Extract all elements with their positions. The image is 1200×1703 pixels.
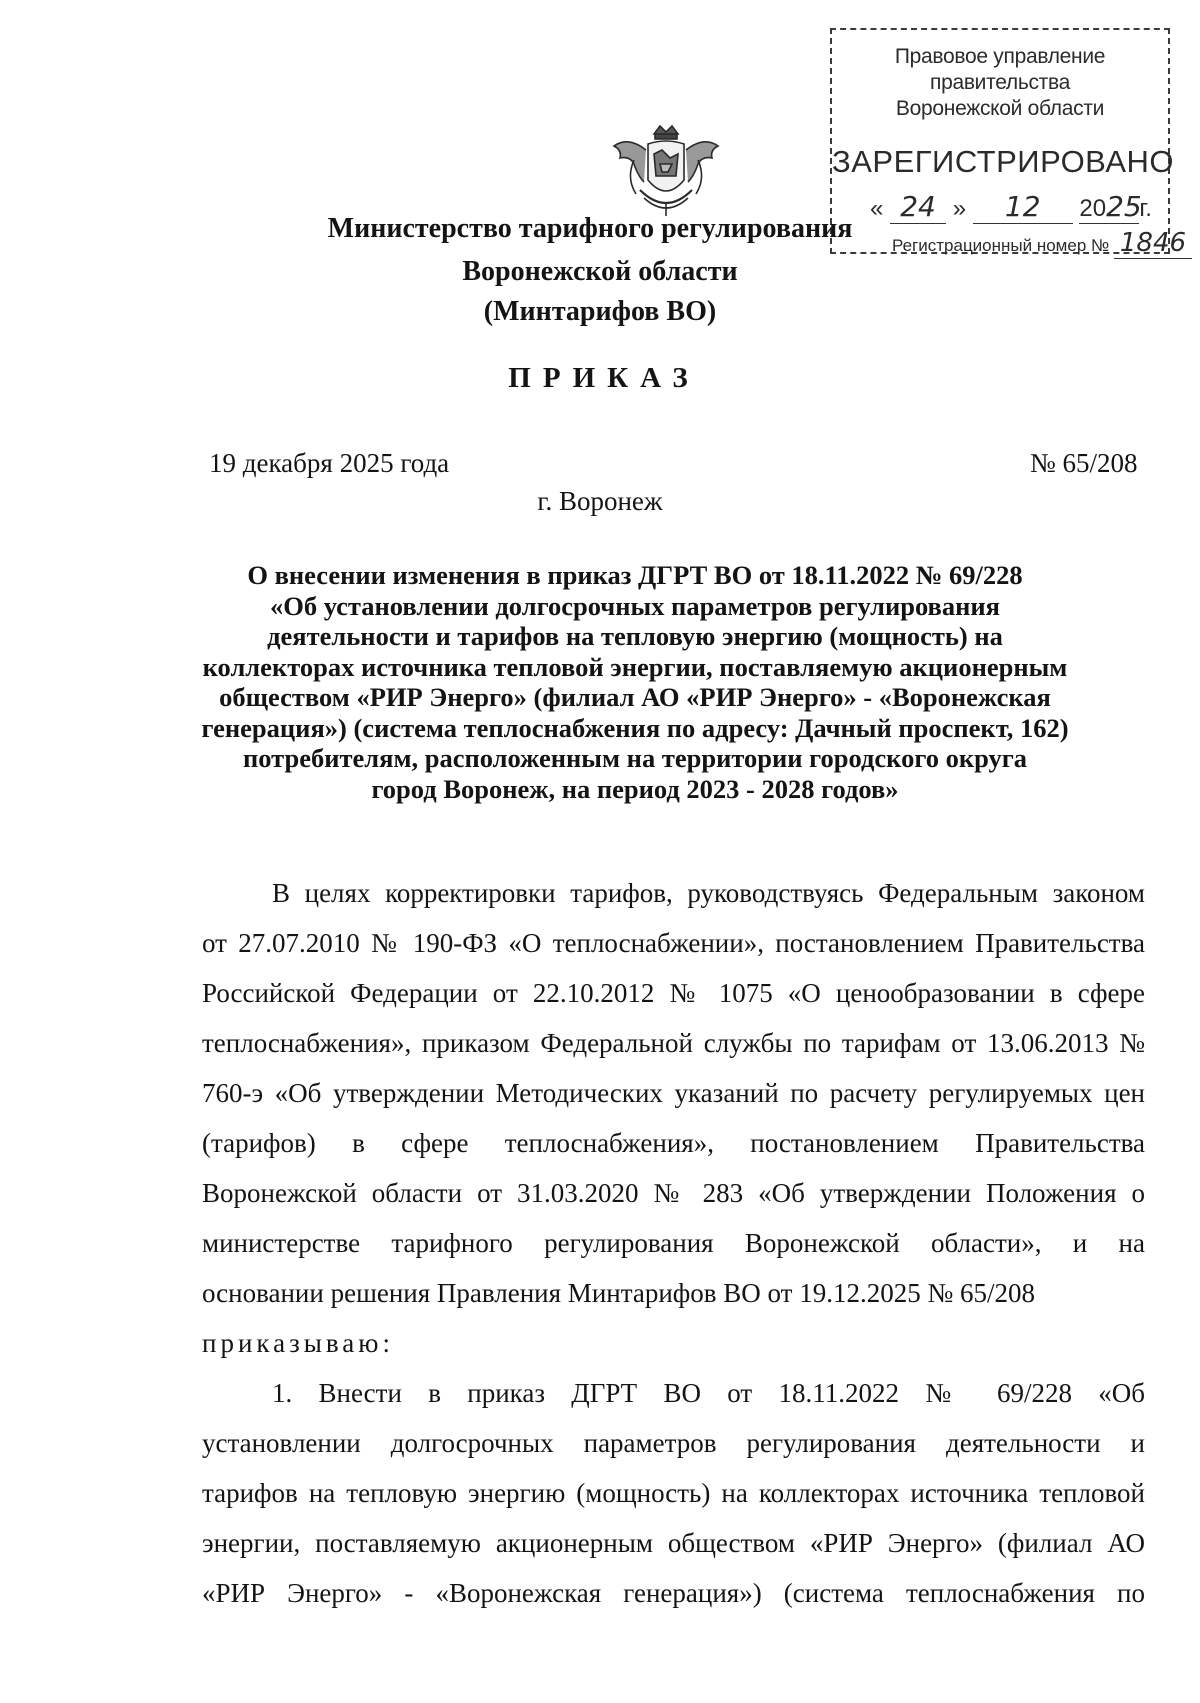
stamp-date-month: 12 bbox=[973, 190, 1073, 224]
stamp-date-open-quote: « bbox=[870, 195, 884, 222]
document-date: 19 декабря 2025 года bbox=[209, 448, 450, 478]
body-line: 760-э «Об утверждении Методических указаний по расчету регулируемых цен bbox=[202, 1078, 1145, 1108]
stamp-year-suffix: г. bbox=[1139, 195, 1152, 222]
title-line: О внесении изменения в приказ ДГРТ ВО от 18.11.2022 № 69/228 bbox=[247, 560, 1023, 590]
body-line: от 27.07.2010 № 190-ФЗ «О теплоснабжении», постановлением Правительства bbox=[202, 928, 1145, 958]
body-line: энергии, поставляемую акционерным обществом «РИР Энерго» (филиал АО bbox=[202, 1528, 1145, 1558]
stamp-org-line-1: Правовое управление правительства bbox=[894, 45, 1106, 94]
stamp-year-prefix: 20 bbox=[1079, 195, 1107, 222]
ministry-abbreviation: (Минтарифов ВО) bbox=[483, 296, 717, 327]
order-word: приказываю: bbox=[202, 1328, 394, 1358]
title-line: город Воронеж, на период 2023 - 2028 годов» bbox=[371, 773, 899, 804]
document-city: г. Воронеж bbox=[537, 486, 663, 516]
body-line: В целях корректировки тарифов, руководствуясь Федеральным законом bbox=[272, 878, 1145, 908]
title-line: коллекторах источника тепловой энергии, поставляемую акционерным bbox=[202, 651, 1068, 682]
title-line: «Об установлении долгосрочных параметров регулирования bbox=[270, 590, 1000, 621]
body-line: «РИР Энерго» - «Воронежская генерация») (система теплоснабжения по bbox=[202, 1578, 1145, 1608]
body-line: Российской Федерации от 22.10.2012 № 1075 «О ценообразовании в сфере bbox=[202, 978, 1145, 1008]
title-line: потребителям, расположенным на территории городского округа bbox=[242, 743, 1028, 773]
body-line: Воронежской области от 31.03.2020 № 283 «Об утверждении Положения о bbox=[202, 1178, 1145, 1208]
body-line: основании решения Правления Минтарифов ВО от 19.12.2025 № 65/208 bbox=[202, 1278, 1035, 1308]
order-item-1 bbox=[202, 1368, 1145, 1618]
stamp-reg-number-value: 1846 bbox=[1114, 228, 1192, 259]
stamp-year-handwritten: 25 bbox=[1106, 190, 1142, 223]
title-line: обществом «РИР Энерго» (филиал АО «РИР Энерго» - «Воронежская bbox=[219, 682, 1051, 712]
body-line: (тарифов) в сфере теплоснабжения», постановлением Правительства bbox=[202, 1128, 1145, 1158]
document-title bbox=[190, 560, 1080, 804]
stamp-reg-label: Регистрационный номер № bbox=[892, 236, 1110, 255]
title-line: генерация») (система теплоснабжения по адресу: Дачный проспект, 162) bbox=[201, 712, 1069, 743]
stamp-registered: ЗАРЕГИСТРИРОВАНО bbox=[832, 144, 1175, 179]
document-number: № 65/208 bbox=[1030, 448, 1138, 478]
body-line: министерстве тарифного регулирования Воронежской области», и на bbox=[202, 1228, 1145, 1258]
ministry-name-line-1: Министерство тарифного регулирования bbox=[327, 213, 853, 244]
coat-of-arms-emblem bbox=[604, 120, 728, 220]
body-line: установлении долгосрочных параметров регулирования деятельности и bbox=[202, 1428, 1145, 1458]
preamble-paragraph bbox=[202, 868, 1145, 1368]
title-line: деятельности и тарифов на тепловую энергию (мощность) на bbox=[267, 621, 1003, 651]
stamp-org-line-2: Воронежской области bbox=[895, 97, 1105, 120]
stamp-date-close-quote: » bbox=[952, 195, 967, 222]
stamp-organization bbox=[832, 44, 1168, 122]
document-type: ПРИКАЗ bbox=[508, 362, 700, 394]
ministry-name-line-2: Воронежской области bbox=[462, 256, 738, 287]
body-line: теплоснабжения», приказом Федеральной службы по тарифам от 13.06.2013 № bbox=[202, 1028, 1145, 1058]
body-line: тарифов на тепловую энергию (мощность) на коллекторах источника тепловой bbox=[202, 1478, 1145, 1508]
body-line: 1. Внести в приказ ДГРТ ВО от 18.11.2022 № 69/228 «Об bbox=[272, 1378, 1145, 1408]
stamp-date-day: 24 bbox=[890, 190, 946, 224]
